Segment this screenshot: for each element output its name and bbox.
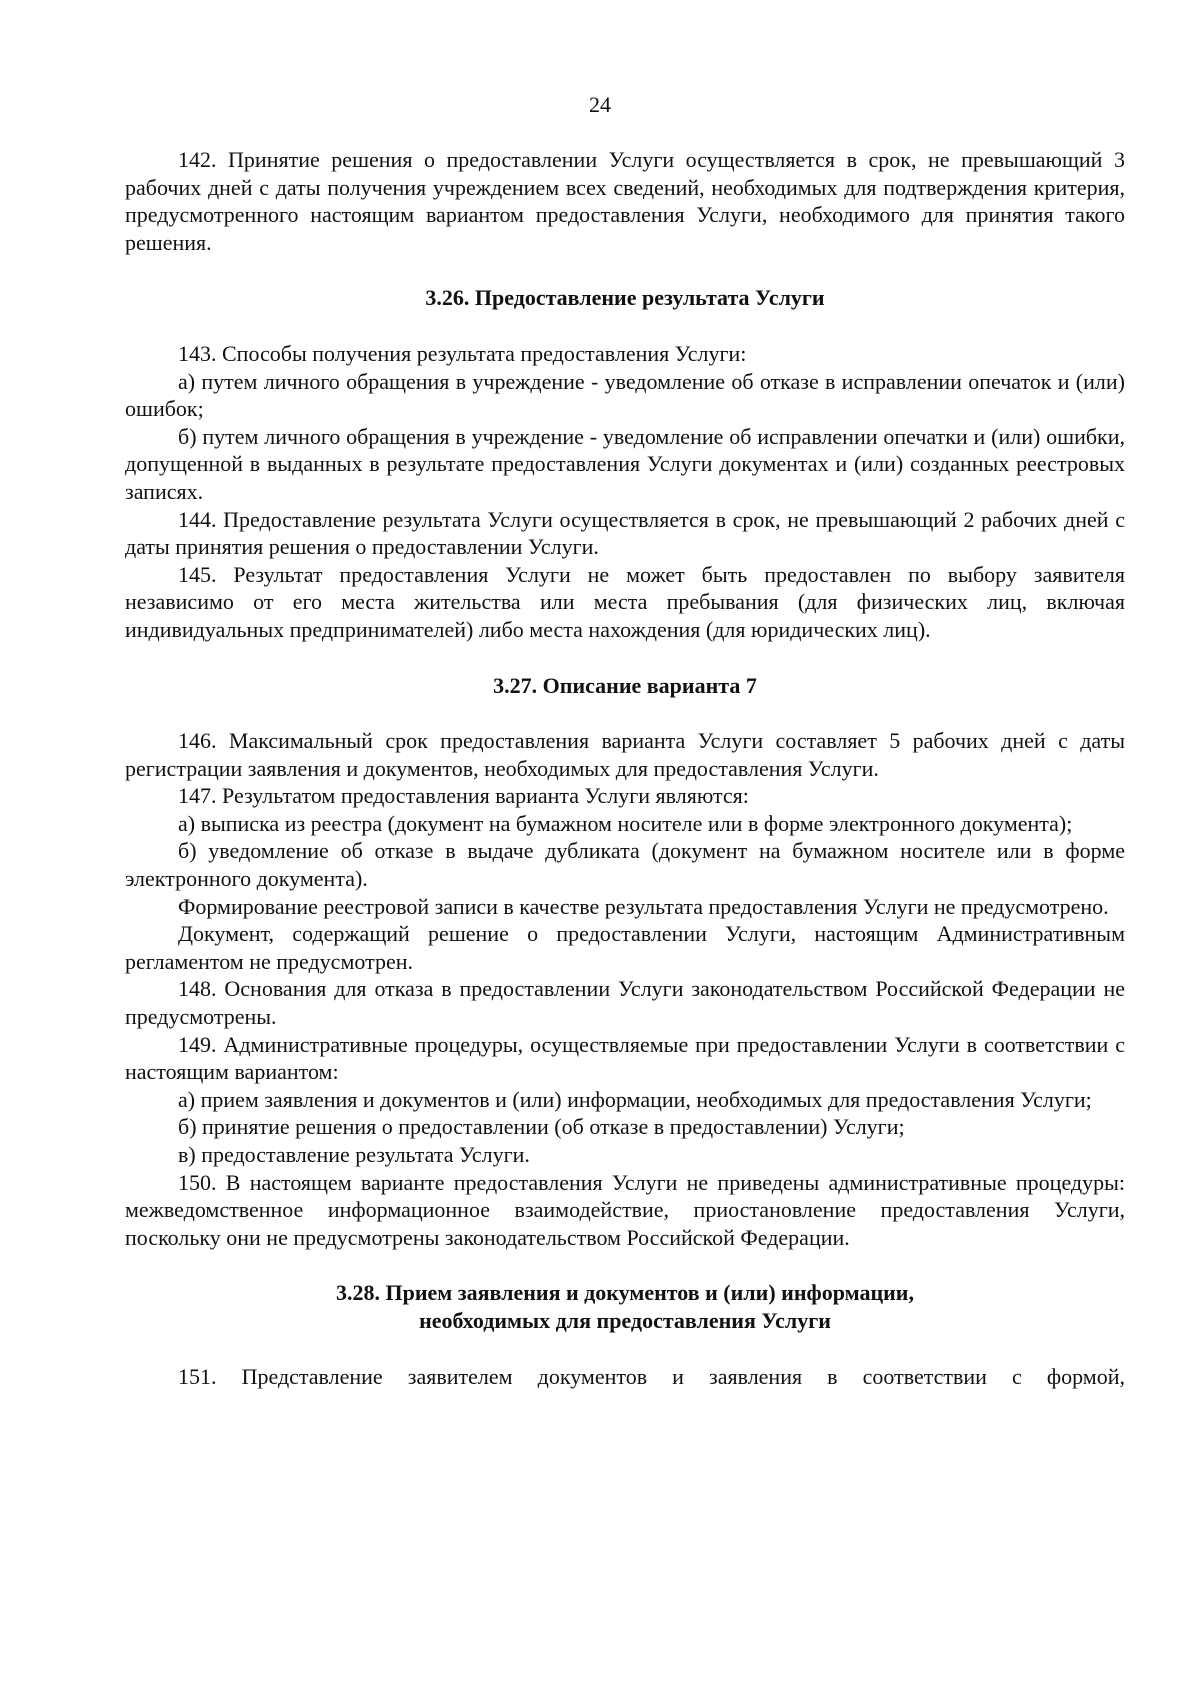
paragraph-147-b: б) уведомление об отказе в выдаче дубликата (документ на бумажном носителе или в форме электронного документа). bbox=[125, 838, 1125, 892]
paragraph-144: 144. Предоставление результата Услуги осуществляется в срок, не превышающий 2 рабочих дней с даты принятия решения о предоставлении Услуги. bbox=[125, 506, 1125, 560]
paragraph-149-c: в) предоставление результата Услуги. bbox=[178, 1142, 530, 1167]
paragraph-149: 149. Административные процедуры, осуществляемые при предоставлении Услуги в соответствии с настоящим вариантом: bbox=[125, 1031, 1125, 1085]
paragraph-149-a: а) прием заявления и документов и (или) информации, необходимых для предоставления Услуги; bbox=[178, 1086, 1092, 1112]
document-body bbox=[125, 146, 1125, 1390]
paragraph-decision-document: Документ, содержащий решение о предоставлении Услуги, настоящим Административным регламентом не предусмотрен. bbox=[125, 921, 1125, 974]
paragraph-registry-record: Формирование реестровой записи в качестве результата предоставления Услуги не предусмотрено. bbox=[178, 893, 1109, 919]
section-heading-3-28-line-2: необходимых для предоставления Услуги bbox=[419, 1307, 831, 1333]
section-heading-3-28-line-1: 3.28. Прием заявления и документов и (или) информации, bbox=[336, 1280, 914, 1306]
paragraph-147-a: а) выписка из реестра (документ на бумажном носителе или в форме электронного документа); bbox=[178, 810, 1073, 836]
page-number: 24 bbox=[589, 92, 611, 117]
paragraph-150: 150. В настоящем варианте предоставления Услуги не приведены административные процедуры: межведомственное информационное взаимодействие, приостановление предоставления Услуги, поскольку они не предусмотрены законодательством Российской Федерации. bbox=[125, 1169, 1125, 1250]
paragraph-143-b: б) путем личного обращения в учреждение - уведомление об исправлении опечатки и (или) ошибки, допущенной в выданных в результате предоставления Услуги документах и (или) созданных реестровых записях. bbox=[125, 423, 1125, 504]
paragraph-143-a: а) путем личного обращения в учреждение - уведомление об отказе в исправлении опечаток и (или) ошибок; bbox=[125, 368, 1125, 422]
section-heading-3-27: 3.27. Описание варианта 7 bbox=[493, 672, 757, 698]
section-heading-3-26: 3.26. Предоставление результата Услуги bbox=[425, 285, 825, 311]
paragraph-151: 151. Представление заявителем документов и заявления в соответствии с формой, bbox=[178, 1363, 1125, 1389]
paragraph-145: 145. Результат предоставления Услуги не может быть предоставлен по выбору заявителя независимо от его места жительства или места пребывания (для физических лиц, включая индивидуальных предпринимателей) либо места нахождения (для юридических лиц). bbox=[125, 561, 1125, 642]
paragraph-146: 146. Максимальный срок предоставления варианта Услуги составляет 5 рабочих дней с даты регистрации заявления и документов, необходимых для предоставления Услуги. bbox=[125, 728, 1125, 781]
paragraph-149-b: б) принятие решения о предоставлении (об отказе в предоставлении) Услуги; bbox=[178, 1114, 905, 1140]
paragraph-148: 148. Основания для отказа в предоставлении Услуги законодательством Российской Федерации не предусмотрены. bbox=[125, 976, 1125, 1030]
paragraph-142: 142. Принятие решения о предоставлении Услуги осуществляется в срок, не превышающий 3 рабочих дней с даты получения учреждением всех сведений, необходимых для подтверждения критерия, предусмотренного настоящим вариантом предоставления Услуги, необходимого для принятия такого решения. bbox=[125, 147, 1125, 255]
paragraph-143: 143. Способы получения результата предоставления Услуги: bbox=[178, 340, 747, 366]
paragraph-147: 147. Результатом предоставления варианта Услуги являются: bbox=[178, 783, 749, 809]
